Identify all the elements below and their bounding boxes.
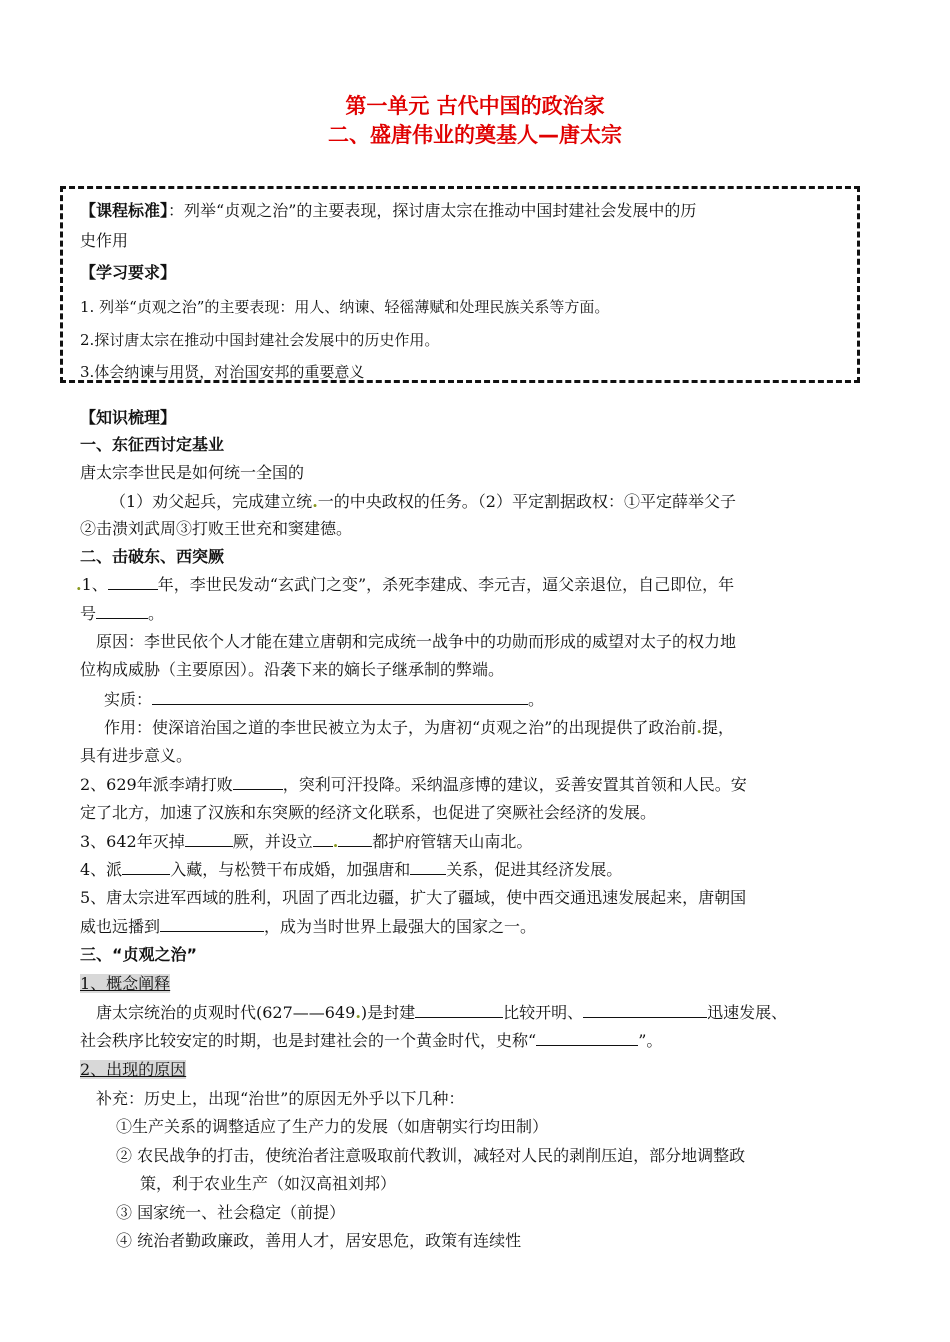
item-western-regions-cont: 威也远播到 ，成为当时世界上最强大的国家之一。 [80, 917, 537, 936]
knowledge-review-label: 【知识梳理】 [80, 408, 177, 427]
item-western-regions: 5、唐太宗进军西域的胜利，巩固了西北边疆，扩大了疆域，使中西交通迅速发展起来，唐朝国 [80, 888, 747, 907]
course-standard-label: 【课程标准】 [80, 201, 169, 220]
cause-2: ② 农民战争的打击，使统治者注意吸取前代教训，减轻对人民的剥削压迫，部分地调整政 [116, 1146, 746, 1165]
blank-year [108, 575, 158, 590]
supplement-line: 补充：历史上，出现“治世”的原因无外乎以下几种： [96, 1089, 465, 1108]
item-xuanwu-cont: 号 。 [80, 604, 165, 623]
course-standard-line [80, 201, 696, 221]
concept-subheading: 1、概念阐释 [80, 974, 171, 993]
requirement-1: 1. 列举“贞观之治”的主要表现：用人、纳谏、轻徭薄赋和处理民族关系等方面。 [80, 298, 610, 316]
causes-subheading: 2、出现的原因 [80, 1060, 187, 1079]
blank-essence [152, 690, 528, 705]
course-standard-text: ：列举“贞观之治”的主要表现，探讨唐太宗在推动中国封建社会发展中的历 [168, 201, 697, 220]
item-east-turks: 2、629年派李靖打败 ，突利可汗投降。采纳温彦博的建议，妥善安置其首领和人民。安 [80, 775, 747, 794]
effect-line-2: 具有进步意义。 [80, 746, 193, 765]
reason-line-2: 位构成威胁（主要原因）。沿袭下来的嫡长子继承制的弊端。 [80, 660, 505, 679]
item-xuanwu: .1、 年，李世民发动“玄武门之变”，杀死李建成、李元吉，逼父亲退位，自己即位，年 [76, 575, 735, 594]
effect-line-1: 作用：使深谙治国之道的李世民被立为太子，为唐初“贞观之治”的出现提供了政治前.提， [104, 718, 734, 737]
concept-line-1: 唐太宗统治的贞观时代(627——649.)是封建 比较开明、 迅速发展、 [96, 1003, 788, 1022]
section-1-answer-1: （1）劝父起兵，完成建立统.一的中央政权的任务。（2）平定割据政权：①平定薛举父子 [110, 492, 736, 511]
item-west-turks: 3、642年灭掉 厥，并设立 . 都护府管辖天山南北。 [80, 832, 533, 851]
blank-relation [410, 860, 446, 875]
cause-2-cont: 策，利于农业生产（如汉高祖刘邦） [140, 1174, 397, 1193]
cause-4: ④ 统治者勤政廉政，善用人才，居安思危，政策有连续性 [116, 1231, 522, 1250]
blank-region [160, 917, 264, 932]
blank-princess [122, 860, 170, 875]
section-1-heading: 一、东征西讨定基业 [80, 435, 225, 454]
essence-line: 实质： 。 [104, 690, 545, 709]
section-3-heading: 三、“贞观之治” [80, 945, 198, 964]
lesson-title: 二、盛唐伟业的奠基人—唐太宗 [328, 123, 622, 147]
unit-title: 第一单元 古代中国的政治家 [345, 94, 605, 118]
blank-era-name [96, 604, 148, 619]
requirement-3: 3.体会纳谏与用贤，对治国安邦的重要意义 [80, 363, 365, 381]
section-1-question: 唐太宗李世民是如何统一全国的 [80, 463, 305, 482]
blank-protectorate [338, 832, 372, 847]
blank-east-turks [233, 775, 283, 790]
requirement-2: 2.探讨唐太宗在推动中国封建社会发展中的历史作用。 [80, 331, 440, 349]
blank-west-turks [185, 832, 233, 847]
concept-line-2: 社会秩序比较安定的时期，也是封建社会的一个黄金时代，史称“ ”。 [80, 1031, 663, 1050]
study-requirements-label: 【学习要求】 [80, 263, 177, 282]
item-tibet: 4、派 入藏，与松赞干布成婚，加强唐和 关系，促进其经济发展。 [80, 860, 623, 879]
reason-line-1: 原因：李世民依个人才能在建立唐朝和完成统一战争中的功勋而形成的威望对太子的权力地 [96, 632, 737, 651]
cause-1: ①生产关系的调整适应了生产力的发展（如唐朝实行均田制） [116, 1117, 549, 1136]
cause-3: ③ 国家统一、社会稳定（前提） [116, 1203, 346, 1222]
blank-politics [415, 1003, 503, 1018]
course-standard-text-cont: 史作用 [80, 231, 129, 250]
section-1-answer-2: ②击溃刘武周③打败王世充和窦建德。 [80, 519, 353, 538]
blank-name [536, 1031, 638, 1046]
item-east-turks-cont: 定了北方，加速了汉族和东突厥的经济文化联系，也促进了突厥社会经济的发展。 [80, 803, 657, 822]
section-2-heading: 二、击破东、西突厥 [80, 547, 225, 566]
blank-economy [583, 1003, 707, 1018]
